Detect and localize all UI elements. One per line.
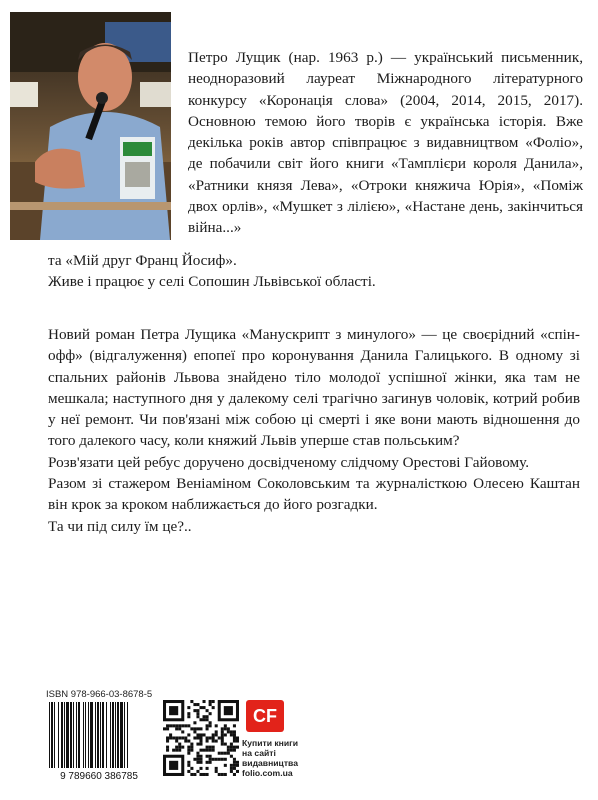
qr-finder [169,706,178,715]
barcode-bar [117,702,119,768]
caption-line: Купити книги [242,738,299,748]
barcode-bar [100,702,101,768]
qr-module [187,740,190,743]
qr-module [236,770,239,773]
qr-module [175,736,178,739]
barcode-bar [66,702,69,768]
qr-module [166,727,169,730]
qr-module [178,749,181,752]
qr-module [221,736,224,739]
qr-module [227,749,230,752]
qr-module [215,770,218,773]
qr-module [175,746,178,749]
qr-module [187,733,190,736]
barcode-bar [110,702,111,768]
qr-module [236,764,239,767]
qr-module [215,724,218,727]
qr-module [212,736,215,739]
qr-module [233,764,236,767]
qr-module [199,706,202,709]
barcode-bar [73,702,74,768]
qr-module [196,715,199,718]
author-bio: Петро Лущик (нар. 1963 р.) — український письменник, неодноразовий лауреат Міжнародного літературного конкурсу «Коронація слова» (2004, 2014, 2015, 2017). Основною темою його творів є українська історія. Вже декілька років автор співпрацює з видавництвом «Фоліо», де побачили світ його книги «Тамплієри короля Данила», «Ратники князя Лева», «Отроки княжича Юрія», «Поміж двох орлів», «Мушкет з лілією», «Настане день, закінчиться війна...» [188,49,583,237]
qr-module [221,752,224,755]
qr-module [233,758,236,761]
qr-module [233,740,236,743]
qr-module [178,727,181,730]
barcode-bar [76,702,77,768]
qr-module [224,764,227,767]
qr-module [233,761,236,764]
qr-module [236,736,239,739]
barcode-bar [90,702,93,768]
qr-module [203,749,206,752]
author-photo [10,12,171,240]
qr-module [206,715,209,718]
qr-module [224,758,227,761]
qr-module [209,749,212,752]
qr-module [190,700,193,703]
qr-module [206,724,209,727]
qr-module [212,733,215,736]
qr-module [236,761,239,764]
qr-module [209,703,212,706]
qr-module [199,736,202,739]
author-photo-illustration [10,12,171,240]
qr-module [206,773,209,776]
qr-module [233,724,236,727]
barcode-bar [70,702,72,768]
qr-module [224,727,227,730]
qr-module [233,730,236,733]
qr-module [175,727,178,730]
qr-module [187,746,190,749]
qr-module [221,730,224,733]
book-synopsis [48,324,580,537]
qr-module [218,773,221,776]
synopsis-text: Новий роман Петра Лущика «Манускрипт з минулого» — це своєрідний «спін-офф» (відгалуження) епопеї про коронування Данила Галицького. В одному зі спальних районів Львова знайдено тіло молодої успішної жінки, яка там не мешкала; наступного дня у далекому селі трагічно загинув чоловік, котрий робив у неї ремонт. Чи пов'язані між собою ці смерті і яке вони мають відношення до того далекого часу, коли княжий Львів уперше став польським? [48,326,580,450]
qr-module [221,740,224,743]
qr-module [196,712,199,715]
qr-module [187,761,190,764]
qr-module [233,773,236,776]
qr-module [224,733,227,736]
qr-module [190,767,193,770]
qr-module [233,736,236,739]
publisher-logo: CF [246,700,284,732]
qr-module [212,740,215,743]
barcode-bar [120,702,123,768]
author-bio-line-1: та «Мій друг Франц Йосиф». [48,252,237,269]
qr-module [199,749,202,752]
qr-module [169,736,172,739]
qr-module [221,758,224,761]
qr-module [196,736,199,739]
qr-module [209,758,212,761]
qr-module [221,743,224,746]
qr-module [230,749,233,752]
qr-module [224,752,227,755]
qr-module [199,718,202,721]
qr-module [215,758,218,761]
qr-module [187,770,190,773]
qr-module [187,764,190,767]
qr-module [175,740,178,743]
qr-module [206,727,209,730]
qr-module [193,709,196,712]
qr-module [215,767,218,770]
qr-module [190,743,193,746]
qr-modules [163,700,239,776]
qr-module [166,724,169,727]
qr-module [227,730,230,733]
barcode-bar [95,702,96,768]
qr-module [175,749,178,752]
barcode-bar [124,702,125,768]
qr-module [230,764,233,767]
barcode-bar [112,702,114,768]
barcode-digits: 9 789660 386785 [60,771,138,782]
caption-line: на сайті [242,748,276,758]
qr-module [230,767,233,770]
qr-module [190,749,193,752]
synopsis-text-4: Та чи під силу їм це?.. [48,517,192,535]
synopsis-text-3: Разом зі стажером Веніаміном Соколовським та журналісткою Олесею Каштан він крок за кроком наближається до його розгадки. [48,475,580,514]
qr-module [196,703,199,706]
qr-code [163,700,239,776]
qr-module [206,746,209,749]
qr-module [196,727,199,730]
qr-module [227,752,230,755]
qr-module [187,752,190,755]
author-bio-line-2: Живе і працює у селі Сопошин Львівської області. [48,273,376,291]
qr-module [206,718,209,721]
barcode-bar [115,702,116,768]
qr-module [206,740,209,743]
qr-module [221,773,224,776]
barcode-bar [97,702,99,768]
qr-module [230,743,233,746]
barcode [43,700,155,782]
barcode-bar [54,702,55,768]
qr-module [230,733,233,736]
barcode-bar [64,702,65,768]
qr-module [181,736,184,739]
qr-module [212,700,215,703]
qr-module [209,736,212,739]
qr-module [187,712,190,715]
publisher-caption [242,738,304,778]
qr-module [181,746,184,749]
qr-module [190,773,193,776]
qr-module [181,724,184,727]
qr-module [230,770,233,773]
qr-module [230,755,233,758]
qr-module [227,727,230,730]
qr-module [199,727,202,730]
qr-module [233,733,236,736]
barcode-bar [49,702,50,768]
barcode-bar [85,702,86,768]
qr-module [203,718,206,721]
qr-module [178,736,181,739]
qr-module [184,740,187,743]
qr-module [199,773,202,776]
qr-module [233,749,236,752]
isbn-label: ISBN 978-966-03-8678-5 [46,689,153,700]
qr-module [221,727,224,730]
qr-module [209,721,212,724]
qr-module [227,746,230,749]
qr-module [187,724,190,727]
qr-module [178,746,181,749]
qr-module [169,733,172,736]
barcode-bar [102,702,104,768]
barcode-bar [58,702,59,768]
qr-module [196,743,199,746]
qr-module [166,740,169,743]
qr-module [230,746,233,749]
qr-module [184,724,187,727]
barcode-bar [78,702,80,768]
qr-module [190,727,193,730]
qr-module [212,746,215,749]
qr-module [199,755,202,758]
qr-module [169,724,172,727]
qr-module [184,736,187,739]
qr-module [172,736,175,739]
qr-module [209,755,212,758]
qr-module [187,715,190,718]
qr-module [181,730,184,733]
qr-module [209,724,212,727]
qr-module [233,746,236,749]
barcode-bar [51,702,53,768]
qr-module [230,730,233,733]
qr-module [199,767,202,770]
qr-module [163,727,166,730]
qr-module [172,749,175,752]
qr-finder [169,761,178,770]
qr-module [193,773,196,776]
author-bio-continuation [48,250,583,293]
qr-module [215,733,218,736]
qr-module [203,733,206,736]
qr-module [203,700,206,703]
caption-line: видавництва [242,758,298,768]
qr-module [196,770,199,773]
qr-module [166,749,169,752]
qr-module [199,743,202,746]
qr-module [209,712,212,715]
qr-module [215,740,218,743]
qr-module [221,733,224,736]
qr-module [233,767,236,770]
qr-module [196,758,199,761]
qr-finder [224,706,233,715]
qr-module [236,746,239,749]
qr-module [203,773,206,776]
qr-module [187,706,190,709]
qr-module [199,761,202,764]
qr-module [196,761,199,764]
qr-module [166,736,169,739]
qr-module [196,733,199,736]
barcode-bar [106,702,107,768]
qr-module [193,727,196,730]
qr-module [212,706,215,709]
qr-module [209,700,212,703]
qr-module [224,743,227,746]
qr-module [199,733,202,736]
qr-module [218,758,221,761]
qr-module [178,743,181,746]
qr-module [196,709,199,712]
qr-module [178,724,181,727]
qr-module [199,740,202,743]
qr-module [212,758,215,761]
qr-module [236,740,239,743]
qr-module [218,752,221,755]
qr-module [175,724,178,727]
qr-module [193,730,196,733]
qr-module [209,746,212,749]
publisher-url: folio.com.ua [242,768,293,778]
qr-module [206,736,209,739]
qr-module [203,706,206,709]
publisher-block [242,700,304,782]
qr-module [206,755,209,758]
qr-module [193,721,196,724]
qr-module [206,709,209,712]
qr-module [206,761,209,764]
qr-module [172,724,175,727]
barcode-bar [61,702,63,768]
barcode-bar [88,702,89,768]
qr-module [193,758,196,761]
barcode-bars [49,702,128,768]
qr-module [224,724,227,727]
qr-module [187,749,190,752]
qr-module [209,761,212,764]
qr-module [203,715,206,718]
qr-module [212,749,215,752]
qr-module [206,767,209,770]
qr-module [196,752,199,755]
qr-module [193,703,196,706]
qr-module [224,773,227,776]
qr-module [190,746,193,749]
qr-module [206,749,209,752]
qr-module [196,755,199,758]
barcode-bar [83,702,84,768]
qr-module [193,736,196,739]
synopsis-text-2: Розв'язати цей ребус доручено досвідченому слідчому Орестові Гайовому. [48,453,530,471]
qr-module [199,758,202,761]
barcode-bar [127,702,128,768]
qr-module [166,746,169,749]
qr-module [218,736,221,739]
qr-module [215,730,218,733]
